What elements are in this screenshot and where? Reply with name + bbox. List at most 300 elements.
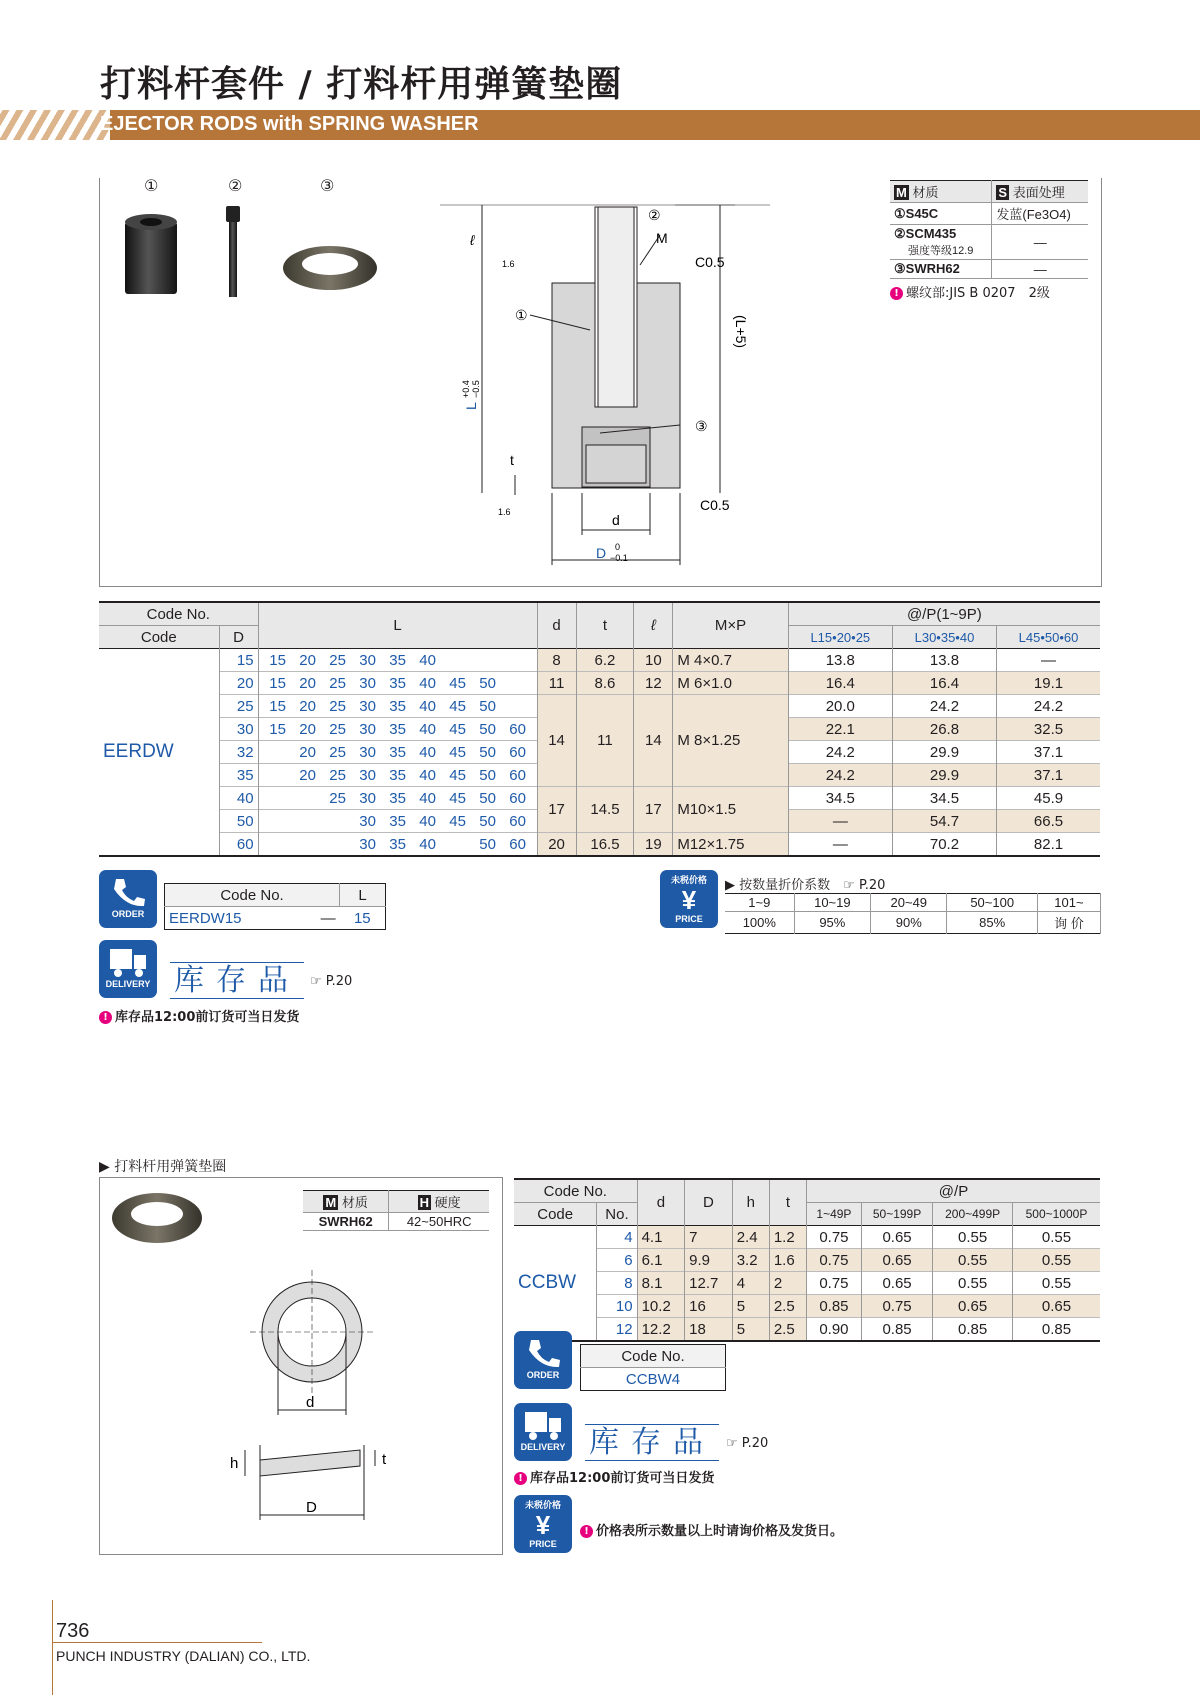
ccbw-price-cell: 0.55 [1041, 1274, 1072, 1292]
ref-hand-icon: ☞ [843, 878, 855, 893]
discount-head: 101~ [1037, 894, 1100, 912]
washer-heading-text: 打料杆用弹簧垫圈 [114, 1159, 227, 1175]
price-cell: 34.5 [788, 787, 892, 810]
header-t: t [576, 602, 634, 649]
ccbw-h-p4: 500~1000P [1025, 1207, 1088, 1221]
ccbw-h-p2: 50~199P [861, 1203, 932, 1226]
l-value: 20 [299, 651, 316, 669]
dim-t: t [510, 452, 514, 468]
ccbw-price-cell: 0.55 [1041, 1228, 1072, 1246]
l-value: 45 [449, 766, 466, 784]
l-value: 25 [329, 674, 346, 692]
price-cell: 24.2 [788, 741, 892, 764]
l-value: 20 [299, 674, 316, 692]
dim-L-plus-5: (L+5) [733, 315, 749, 349]
price-note-text: 价格表所示数量以上时请询价格及发货日。 [596, 1524, 844, 1539]
d-size-cell: 50 [219, 810, 258, 833]
t-cell: 8.6 [576, 672, 634, 695]
d-cell: 11 [537, 672, 576, 695]
surface-badge: S [998, 185, 1008, 200]
table-row [514, 1318, 1100, 1342]
l-value: 50 [479, 674, 496, 692]
l-values-cell [258, 810, 537, 833]
price-cell: 29.9 [892, 764, 996, 787]
thread-note-text: 螺纹部:JIS B 0207 2级 [906, 286, 1050, 301]
ccbw-h-cell: 3.2 [732, 1249, 769, 1272]
l-value: 20 [299, 743, 316, 761]
l-value: 60 [509, 766, 526, 784]
material-row-1: ①S45C [890, 203, 992, 225]
stock-note-2-text: 库存品12:00前订货可当日发货 [530, 1471, 715, 1486]
l-value: 40 [419, 835, 436, 853]
price-note [580, 1520, 843, 1539]
header-code: Code [140, 628, 177, 646]
page-subtitle: EJECTOR RODS with SPRING WASHER [100, 113, 479, 135]
price-cell: 19.1 [997, 672, 1100, 695]
table-row [99, 649, 1100, 672]
washer-dim-d: d [306, 1394, 315, 1411]
page-number: 736 [56, 1620, 90, 1642]
discount-value: 85% [947, 912, 1037, 934]
l-values-cell [258, 787, 537, 810]
ccbw-d-cell: 12.2 [637, 1318, 685, 1342]
l-values-cell [258, 764, 537, 787]
ccbw-price-cell: 0.85 [933, 1318, 1013, 1342]
price-cell: 32.5 [997, 718, 1100, 741]
ccbw-no-cell: 8 [597, 1272, 637, 1295]
ccbw-h-p1: 1~49P [807, 1203, 862, 1226]
header-code-no: Code No. [99, 602, 258, 626]
dim-ell: ℓ [470, 232, 475, 248]
ccbw-price-cell: 0.65 [1013, 1295, 1101, 1318]
mxp-cell: M 6×1.0 [673, 672, 788, 695]
price-cell: 16.4 [788, 672, 892, 695]
ell-cell: 10 [634, 649, 673, 672]
delivery-icon-2 [514, 1403, 572, 1461]
l-value: 40 [419, 743, 436, 761]
ccbw-no-cell: 12 [597, 1318, 637, 1342]
ccbw-price-cell: 0.90 [807, 1318, 862, 1342]
washer-mat: SWRH62 [303, 1213, 389, 1231]
price-cell: 54.7 [892, 810, 996, 833]
dim-D: D [596, 545, 607, 561]
part-label-3: ③ [320, 176, 335, 195]
chamfer-top: C0.5 [695, 254, 725, 270]
ccbw-table [514, 1178, 1100, 1342]
l-value: 60 [509, 743, 526, 761]
l-value: 35 [389, 720, 406, 738]
ccbw-order-h: Code No. [621, 1347, 685, 1365]
ccbw-price-cell: 0.55 [933, 1272, 1013, 1295]
ccbw-price-cell: 0.65 [861, 1249, 932, 1272]
ccbw-h-cell: 2.4 [732, 1226, 769, 1249]
discount-title-text: 按数量折价系数 [739, 878, 831, 893]
discount-head: 50~100 [947, 894, 1037, 912]
l-value: 30 [359, 766, 376, 784]
discount-value: 90% [871, 912, 947, 934]
l-values-cell [258, 833, 537, 857]
l-value: 45 [449, 697, 466, 715]
d-size-cell: 15 [219, 649, 258, 672]
l-value: 50 [479, 697, 496, 715]
ell-cell: 17 [634, 787, 673, 833]
d-cell: 20 [537, 833, 576, 857]
l-value: 45 [449, 743, 466, 761]
ccbw-d-cell: 4.1 [637, 1226, 685, 1249]
order-icon [99, 870, 157, 928]
d-size-cell: 35 [219, 764, 258, 787]
ccbw-price-cell: 0.55 [933, 1226, 1013, 1249]
roughness-top: 1.6 [502, 259, 515, 269]
discount-value: 100% [725, 912, 794, 934]
bolt-photo [226, 206, 240, 297]
ccbw-h-no: No. [597, 1203, 637, 1226]
part-label-1: ① [144, 176, 159, 195]
dim-d: d [612, 512, 620, 528]
l-value: 30 [359, 697, 376, 715]
ccbw-price-cell: 0.55 [933, 1249, 1013, 1272]
ccbw-no-cell: 10 [597, 1295, 637, 1318]
ccbw-D-cell: 12.7 [685, 1272, 733, 1295]
price-icon-2-label: PRICE [529, 1539, 557, 1549]
l-value: 35 [389, 697, 406, 715]
ccbw-h-cell: 5 [732, 1295, 769, 1318]
delivery-icon [99, 940, 157, 998]
ccbw-d-cell: 10.2 [637, 1295, 685, 1318]
table-row [99, 833, 1100, 857]
table-row [514, 1226, 1100, 1249]
order-h-L: L [358, 886, 367, 904]
company-name: PUNCH INDUSTRY (DALIAN) CO., LTD. [56, 1648, 311, 1664]
callout-3: ③ [695, 418, 708, 434]
header-price-1: L15•20•25 [788, 626, 892, 649]
chamfer-bottom: C0.5 [700, 497, 730, 513]
material-row-2: ②SCM435 [894, 226, 957, 241]
table-row [514, 1295, 1100, 1318]
l-value: 40 [419, 674, 436, 692]
l-value: 50 [479, 835, 496, 853]
price-cell: 37.1 [1033, 743, 1064, 761]
mxp-cell: M10×1.5 [673, 787, 788, 833]
l-value: 25 [329, 789, 346, 807]
price-cell: 24.2 [788, 764, 892, 787]
ccbw-price-cell: 0.85 [861, 1318, 932, 1342]
order-h-code: Code No. [165, 884, 340, 907]
ccbw-price-cell: 0.75 [807, 1226, 862, 1249]
l-value: 40 [419, 789, 436, 807]
l-value: 15 [269, 720, 286, 738]
d-size-cell: 60 [219, 833, 258, 857]
washer-hard-badge: H [419, 1195, 430, 1210]
l-value: 60 [509, 720, 526, 738]
footer-vline [52, 1600, 53, 1695]
washer-dim-h: h [230, 1455, 239, 1472]
price-cell: 13.8 [788, 649, 892, 672]
l-value: 30 [359, 720, 376, 738]
l-value: 30 [359, 812, 376, 830]
mxp-cell: M12×1.75 [673, 833, 788, 857]
price-cell: 66.5 [997, 810, 1100, 833]
l-value: 40 [419, 651, 436, 669]
l-value: 60 [509, 812, 526, 830]
ccbw-t-cell: 1.6 [769, 1249, 806, 1272]
ccbw-h-h: h [732, 1179, 769, 1226]
price-icon-2-top: 未税价格 [524, 1500, 561, 1510]
d-size-cell: 25 [219, 695, 258, 718]
l-value: 45 [449, 720, 466, 738]
ccbw-t-cell: 1.2 [769, 1226, 806, 1249]
washer-drawing [230, 1270, 410, 1530]
pin-icon: ! [890, 287, 903, 300]
d-size-cell: 30 [219, 718, 258, 741]
washer-heading: ▶ 打料杆用弹簧垫圈 [99, 1159, 227, 1175]
ccbw-order-code: CCBW4 [625, 1370, 681, 1388]
l-value: 45 [449, 789, 466, 807]
price-cell: 45.9 [1033, 789, 1064, 807]
t-cell: 11 [576, 695, 634, 787]
mxp-cell: M 8×1.25 [673, 695, 788, 787]
washer-material-table [303, 1190, 489, 1231]
ccbw-D-cell: 18 [685, 1318, 733, 1342]
dim-L-tol-dn: −0.5 [471, 380, 481, 398]
ccbw-price-cell: 0.65 [861, 1226, 932, 1249]
l-value: 50 [479, 720, 496, 738]
order-L: 15 [353, 909, 371, 927]
thread-note [890, 282, 1050, 301]
order-dash: — [320, 909, 336, 927]
header-price: @/P(1~9P) [788, 602, 1100, 626]
ccbw-h-cell: 5 [732, 1318, 769, 1342]
discount-head: 10~19 [794, 894, 870, 912]
discount-ref: P.20 [858, 878, 886, 893]
stock-label-2: 库存品 [585, 1424, 719, 1461]
l-value: 35 [389, 743, 406, 761]
ccbw-price-cell: 0.85 [1041, 1320, 1072, 1338]
order-icon-2 [514, 1331, 572, 1389]
price-cell: — [1041, 651, 1057, 669]
washer-mat-badge: M [325, 1195, 337, 1210]
order-icon-2-label: ORDER [526, 1370, 560, 1380]
washer-dim-t: t [382, 1451, 387, 1468]
stock-ref-text: P.20 [325, 974, 353, 989]
bushing-photo [125, 214, 177, 294]
header-D: D [219, 626, 258, 649]
ccbw-order-table [580, 1344, 726, 1391]
discount-value: 询 价 [1037, 912, 1100, 934]
l-value: 35 [389, 835, 406, 853]
l-value: 30 [359, 651, 376, 669]
assembly-drawing [440, 195, 770, 580]
l-value: 20 [299, 766, 316, 784]
l-value: 45 [449, 674, 466, 692]
d-cell: 14 [537, 695, 576, 787]
l-value: 25 [329, 766, 346, 784]
dim-L: L [463, 402, 479, 410]
part-label-2: ② [228, 176, 243, 195]
table-row [99, 672, 1100, 695]
ccbw-d-cell: 6.1 [637, 1249, 685, 1272]
stock-ref-2: ☞ P.20 [726, 1436, 769, 1451]
surface-row-3: — [992, 260, 1088, 279]
dim-L-tol-up: +0.4 [461, 380, 471, 398]
material-table [890, 180, 1088, 279]
t-cell: 14.5 [576, 787, 634, 833]
washer-photo [283, 246, 377, 290]
stock-ref: ☞ P.20 [310, 974, 353, 989]
price-icon: 未税价格 ¥ PRICE [660, 870, 718, 928]
l-values-cell [258, 649, 537, 672]
ccbw-price-cell: 0.75 [861, 1295, 932, 1318]
ccbw-h-t: t [769, 1179, 806, 1226]
price-cell: 22.1 [788, 718, 892, 741]
price-cell: 16.4 [892, 672, 996, 695]
ccbw-D-cell: 16 [685, 1295, 733, 1318]
l-value: 45 [449, 812, 466, 830]
ccbw-h-codeno: Code No. [514, 1179, 637, 1203]
table-row [514, 1249, 1100, 1272]
stock-note-text: 库存品12:00前订货可当日发货 [115, 1010, 300, 1025]
l-values-cell [258, 695, 537, 718]
t-cell: 6.2 [576, 649, 634, 672]
ccbw-h-p3: 200~499P [933, 1203, 1013, 1226]
l-value: 30 [359, 743, 376, 761]
surface-header: 表面处理 [1012, 185, 1065, 200]
eerdw-table [99, 601, 1100, 857]
l-value: 35 [389, 789, 406, 807]
material-row-2-sub: 强度等级12.9 [908, 245, 974, 257]
ccbw-t-cell: 2.5 [769, 1295, 806, 1318]
price-cell: 82.1 [1033, 835, 1064, 853]
ccbw-price-cell: 0.75 [807, 1272, 862, 1295]
material-header: 材质 [912, 185, 939, 200]
ell-cell: 12 [634, 672, 673, 695]
washer-hard: 42~50HRC [389, 1213, 489, 1231]
l-value: 30 [359, 835, 376, 853]
l-value: 40 [419, 720, 436, 738]
price-cell: 37.1 [997, 764, 1100, 787]
washer-hard-header: 硬度 [434, 1195, 461, 1210]
l-value: 30 [359, 674, 376, 692]
price-cell: — [788, 810, 892, 833]
l-value: 15 [269, 674, 286, 692]
dim-D-tol-up: 0 [615, 542, 621, 552]
d-size-cell: 32 [219, 741, 258, 764]
price-cell: 24.2 [892, 695, 996, 718]
l-values-cell [258, 672, 537, 695]
l-value: 40 [419, 697, 436, 715]
dim-D-tol-dn: −0.1 [610, 553, 628, 563]
price-cell: 24.2 [1033, 697, 1064, 715]
t-cell: 16.5 [576, 833, 634, 857]
pin-icon: ! [99, 1011, 112, 1024]
header-ell: ℓ [634, 602, 673, 649]
discount-table [725, 893, 1101, 934]
header-d: d [537, 602, 576, 649]
pin-icon: ! [514, 1472, 527, 1485]
part-photos [115, 200, 385, 305]
ccbw-h-d: d [637, 1179, 685, 1226]
price-cell: 13.8 [892, 649, 996, 672]
table-row [514, 1272, 1100, 1295]
code-cell: EERDW [103, 741, 174, 762]
delivery-icon-2-label: DELIVERY [520, 1442, 566, 1452]
discount-head: 1~9 [725, 894, 794, 912]
ccbw-D-cell: 7 [685, 1226, 733, 1249]
callout-m: M [656, 230, 668, 246]
price-icon-top: 未税价格 [670, 875, 707, 885]
ccbw-h-cell: 4 [732, 1272, 769, 1295]
ccbw-price-cell: 0.65 [861, 1272, 932, 1295]
ccbw-h-price: @/P [807, 1179, 1101, 1203]
order-icon-label: ORDER [111, 909, 145, 919]
delivery-icon-label: DELIVERY [105, 979, 151, 989]
l-value: 50 [479, 789, 496, 807]
price-icon-2: 未税价格 ¥ PRICE [514, 1495, 572, 1553]
ccbw-price-cell: 0.55 [1013, 1249, 1101, 1272]
roughness-bottom: 1.6 [498, 507, 511, 517]
pin-icon: ! [580, 1525, 593, 1538]
ccbw-code-cell: CCBW [518, 1272, 577, 1293]
l-value: 30 [359, 789, 376, 807]
l-value: 35 [389, 766, 406, 784]
table-row [99, 695, 1100, 718]
price-cell: 34.5 [892, 787, 996, 810]
l-value: 40 [419, 766, 436, 784]
l-value: 40 [419, 812, 436, 830]
ccbw-price-cell: 0.85 [807, 1295, 862, 1318]
material-row-3: ③SWRH62 [890, 260, 992, 279]
stock-note [99, 1006, 299, 1025]
d-cell: 17 [537, 787, 576, 833]
d-size-cell: 40 [219, 787, 258, 810]
ell-cell: 19 [634, 833, 673, 857]
ccbw-no-cell: 6 [597, 1249, 637, 1272]
price-cell: 29.9 [892, 741, 996, 764]
l-value: 35 [389, 651, 406, 669]
d-cell: 8 [537, 649, 576, 672]
discount-title: ▶ 按数量折价系数 ☞ P.20 [725, 878, 886, 893]
ccbw-no-cell: 4 [597, 1226, 637, 1249]
surface-row-1: 发蓝(Fe3O4) [992, 203, 1088, 225]
l-value: 35 [389, 812, 406, 830]
washer-dim-D: D [306, 1499, 317, 1516]
price-icon-label: PRICE [675, 914, 703, 924]
ccbw-h-D: D [685, 1179, 733, 1226]
stock-label: 库存品 [170, 962, 304, 999]
ccbw-price-cell: 0.65 [933, 1295, 1013, 1318]
ccbw-price-cell: 0.75 [807, 1249, 862, 1272]
banner-stripes [0, 110, 110, 140]
order-example-table [164, 883, 386, 930]
discount-head: 20~49 [871, 894, 947, 912]
washer-photo-2 [110, 1188, 205, 1248]
ccbw-d-cell: 8.1 [637, 1272, 685, 1295]
stock-ref-2-text: P.20 [741, 1436, 769, 1451]
header-price-3: L45•50•60 [1018, 629, 1079, 645]
ccbw-D-cell: 9.9 [685, 1249, 733, 1272]
order-code: EERDW15 [169, 909, 242, 927]
callout-2: ② [648, 207, 661, 223]
ccbw-h-code: Code [537, 1205, 574, 1223]
surface-row-2: — [992, 225, 1088, 260]
ccbw-t-cell: 2 [769, 1272, 806, 1295]
washer-mat-header: 材质 [341, 1195, 368, 1210]
l-value: 35 [389, 674, 406, 692]
l-values-cell [258, 718, 537, 741]
material-badge: M [896, 185, 907, 200]
d-size-cell: 20 [219, 672, 258, 695]
ell-cell: 14 [634, 695, 673, 787]
